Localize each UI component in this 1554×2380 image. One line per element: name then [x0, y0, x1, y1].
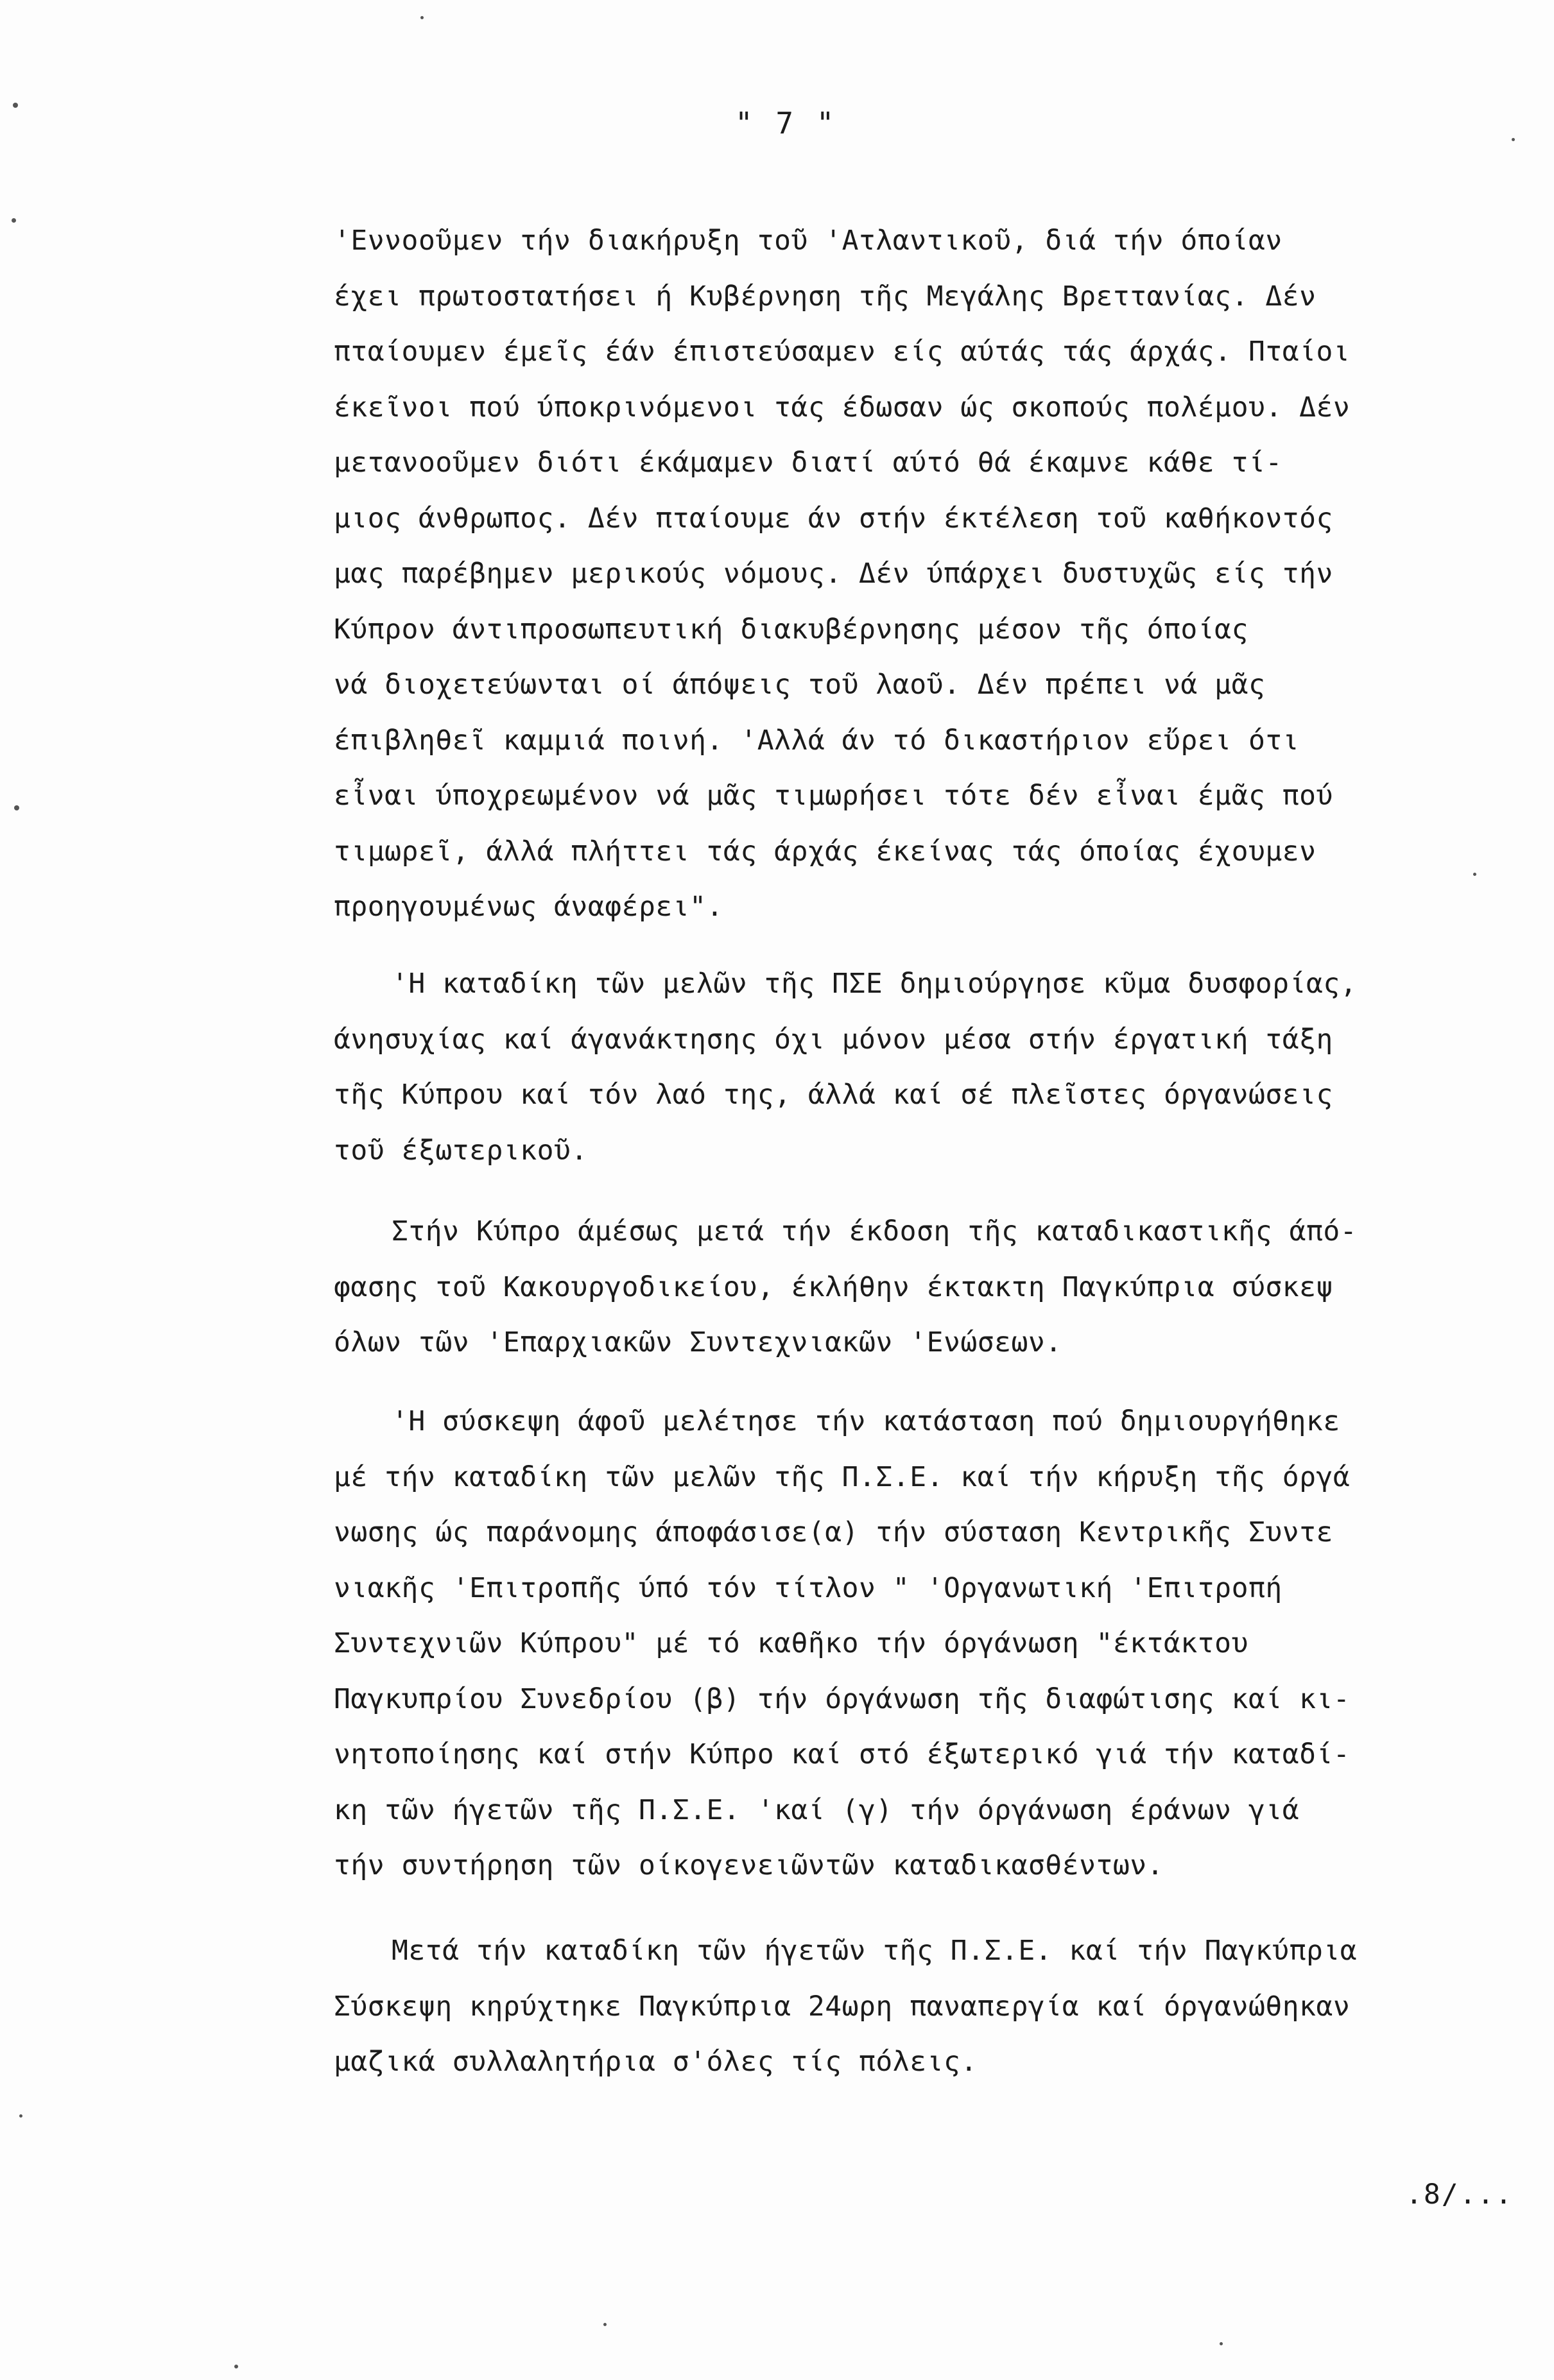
paragraph-5: [334, 1923, 1547, 2090]
scan-speck: [12, 218, 16, 223]
paragraph-line: νητοποίησης καί στήν Κύπρο καί στό έξωτερικό γιά τήν καταδί-: [334, 1738, 1351, 1770]
paragraph-line: Στήν Κύπρο άμέσως μετά τήν έκδοση τῆς καταδικαστικῆς άπό-: [392, 1215, 1358, 1247]
paragraph-line: Μετά τήν καταδίκη τῶν ήγετῶν τῆς Π.Σ.Ε. καί τήν Παγκύπρια: [392, 1935, 1358, 1967]
continuation-marker: .8/...: [1406, 2179, 1514, 2211]
paragraph-line: εἶναι ύποχρεωμένον νά μᾶς τιμωρήσει τότε δέν εἶναι έμᾶς πού: [334, 780, 1333, 812]
paragraph-3: [334, 1204, 1547, 1371]
paragraph-2: [334, 956, 1547, 1178]
page-number: " 7 ": [735, 106, 837, 141]
paragraph-line: 'Η καταδίκη τῶν μελῶν τῆς ΠΣΕ δημιούργησε κῦμα δυσφορίας,: [392, 968, 1358, 1000]
paragraph-line: νιακῆς 'Επιτροπῆς ύπό τόν τίτλον " 'Οργανωτική 'Επιτροπή: [334, 1571, 1282, 1604]
scan-speck: [1473, 873, 1476, 876]
scan-speck: [1220, 2342, 1223, 2345]
paragraph-line: 'Εννοοῦμεν τήν διακήρυξη τοῦ 'Ατλαντικοῦ, διά τήν όποίαν: [334, 225, 1282, 257]
paragraph-line: τήν συντήρηση τῶν οίκογενειῶντῶν καταδικασθέντων.: [334, 1849, 1164, 1881]
paragraph-line: 'Η σύσκεψη άφοῦ μελέτησε τήν κατάσταση πού δημιουργήθηκε: [392, 1405, 1340, 1437]
paragraph-line: τοῦ έξωτερικοῦ.: [334, 1134, 588, 1167]
paragraph-line: φασης τοῦ Κακουργοδικείου, έκλήθην έκτακτη Παγκύπρια σύσκεψ: [334, 1271, 1333, 1303]
paragraph-line: πταίουμεν έμεῖς έάν έπιστεύσαμεν είς αύτάς τάς άρχάς. Πταίοι: [334, 336, 1351, 368]
paragraph-line: τιμωρεῖ, άλλά πλήττει τάς άρχάς έκείνας τάς όποίας έχουμεν: [334, 835, 1317, 868]
paragraph-line: τῆς Κύπρου καί τόν λαό της, άλλά καί σέ πλεῖστες όργανώσεις: [334, 1079, 1333, 1111]
paragraph-line: μαζικά συλλαλητήρια σ'όλες τίς πόλεις.: [334, 2046, 978, 2078]
paragraph-4: [334, 1394, 1547, 1894]
scan-speck: [13, 103, 18, 108]
scan-speck: [234, 2365, 238, 2368]
scan-speck: [14, 805, 19, 810]
paragraph-line: μέ τήν καταδίκη τῶν μελῶν τῆς Π.Σ.Ε. καί τήν κήρυξη τῆς όργά: [334, 1460, 1351, 1493]
paragraph-line: Κύπρον άντιπροσωπευτική διακυβέρνησης μέσον τῆς όποίας: [334, 613, 1248, 646]
paragraph-line: έκεῖνοι πού ύποκρινόμενοι τάς έδωσαν ώς σκοπούς πολέμου. Δέν: [334, 391, 1351, 424]
paragraph-line: Σύσκεψη κηρύχτηκε Παγκύπρια 24ωρη παναπεργία καί όργανώθηκαν: [334, 1990, 1351, 2023]
paragraph-line: όλων τῶν 'Επαρχιακῶν Συντεχνιακῶν 'Ενώσεων.: [334, 1326, 1062, 1358]
paragraph-line: μιος άνθρωπος. Δέν πταίουμε άν στήν έκτέλεση τοῦ καθήκοντός: [334, 502, 1333, 535]
paragraph-line: Συντεχνιῶν Κύπρου" μέ τό καθῆκο τήν όργάνωση "έκτάκτου: [334, 1627, 1248, 1659]
paragraph-line: κη τῶν ήγετῶν τῆς Π.Σ.Ε. 'καί (γ) τήν όργάνωση έράνων γιά: [334, 1794, 1300, 1826]
paragraph-line: μετανοοῦμεν διότι έκάμαμεν διατί αύτό θά έκαμνε κάθε τί-: [334, 447, 1282, 479]
paragraph-line: έχει πρωτοστατήσει ή Κυβέρνηση τῆς Μεγάλης Βρεττανίας. Δέν: [334, 280, 1317, 312]
paragraph-line: μας παρέβημεν μερικούς νόμους. Δέν ύπάρχει δυστυχῶς είς τήν: [334, 558, 1333, 590]
paragraph-line: άνησυχίας καί άγανάκτησης όχι μόνον μέσα στήν έργατική τάξη: [334, 1023, 1333, 1056]
paragraph-line: έπιβληθεῖ καμμιά ποινή. 'Αλλά άν τό δικαστήριον εὔρει ότι: [334, 724, 1300, 757]
scan-speck: [1512, 138, 1515, 141]
scan-speck: [603, 2323, 607, 2326]
paragraph-line: νά διοχετεύωνται οί άπόψεις τοῦ λαοῦ. Δέν πρέπει νά μᾶς: [334, 669, 1266, 701]
paragraph-line: προηγουμένως άναφέρει".: [334, 891, 723, 923]
scan-speck: [420, 16, 424, 19]
paragraph-line: νωσης ώς παράνομης άποφάσισε(α) τήν σύσταση Κεντρικῆς Συντε: [334, 1516, 1333, 1548]
scan-speck: [19, 2114, 22, 2118]
paragraph-line: Παγκυπρίου Συνεδρίου (β) τήν όργάνωση τῆς διαφώτισης καί κι-: [334, 1682, 1351, 1715]
paragraph-1: [334, 213, 1547, 935]
